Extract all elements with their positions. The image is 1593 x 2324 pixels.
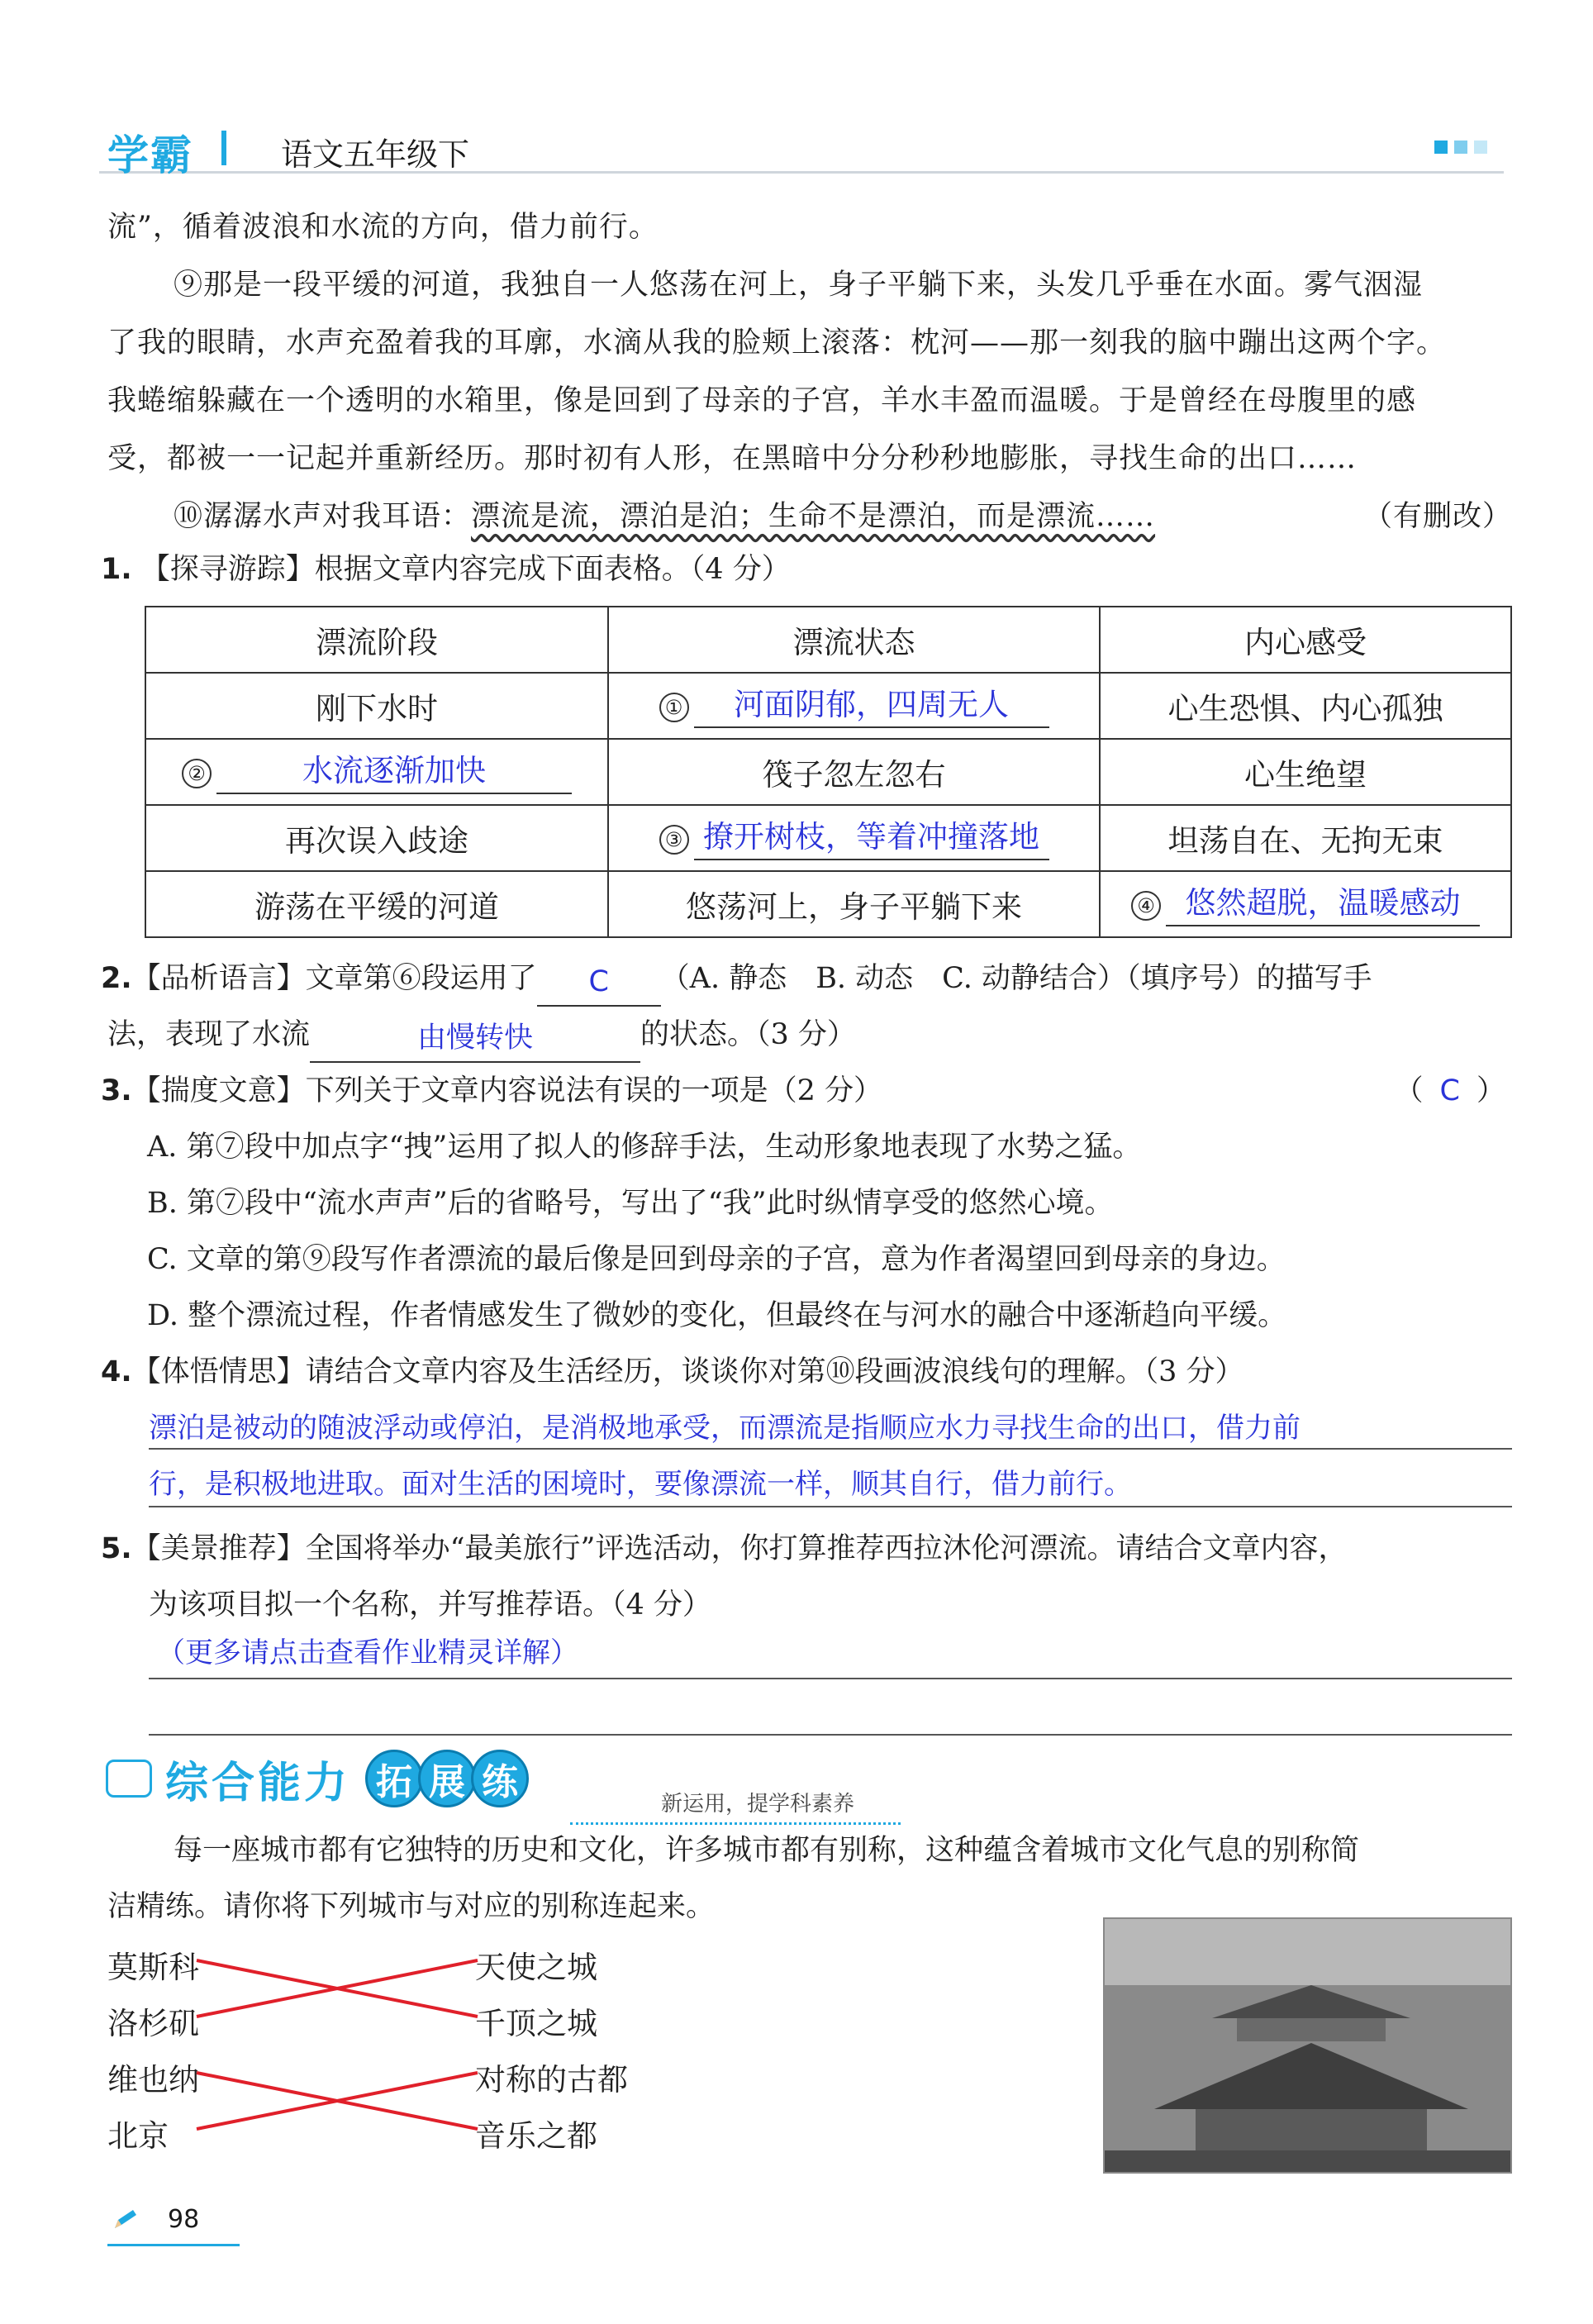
answer-blank[interactable]: 悠然超脱，温暖感动 bbox=[1166, 882, 1480, 926]
circled-number: ③ bbox=[659, 825, 689, 855]
pencil-icon bbox=[112, 2208, 140, 2231]
passage-line: 流”，循着波浪和水流的方向，借力前行。 bbox=[107, 211, 659, 244]
table-cell: 再次误入歧途 bbox=[145, 805, 608, 871]
circled-number: ② bbox=[182, 759, 212, 788]
question-text: 【体悟情思】请结合文章内容及生活经历，谈谈你对第⑩段画波浪线句的理解。（3 分） bbox=[131, 1355, 1244, 1388]
circled-number: ① bbox=[659, 693, 689, 722]
answer-line[interactable]: 漂泊是被动的随波浮动或停泊，是消极地承受，而漂流是指顺应水力寻找生命的出口，借力前 bbox=[149, 1412, 1301, 1445]
section-bubble: 练 bbox=[471, 1750, 529, 1807]
question-text: （A. 静态 B. 动态 C. 动静结合）（填序号）的描写手 bbox=[660, 962, 1372, 995]
question-text: 的状态。（3 分） bbox=[640, 1018, 856, 1051]
answer-blank[interactable]: C bbox=[537, 959, 661, 1007]
question-text: 法，表现了水流 bbox=[107, 1018, 311, 1051]
option-c: C. 文章的第⑨段写作者漂流的最后像是回到母亲的子宫，意为作者渴望回到母亲的身边。 bbox=[147, 1243, 1286, 1276]
city-nickname: 天使之城 bbox=[475, 1950, 597, 1985]
paragraph-10-prefix: ⑩潺潺水声对我耳语： bbox=[174, 500, 472, 533]
question-number: 1. bbox=[101, 553, 132, 586]
question-text: 【品析语言】文章第⑥段运用了 bbox=[131, 962, 537, 995]
table-cell: 悠荡河上，身子平躺下来 bbox=[608, 871, 1100, 937]
forbidden-city-photo bbox=[1103, 1917, 1512, 2174]
city-nickname: 千顶之城 bbox=[475, 2006, 597, 2041]
question-number: 4. bbox=[101, 1355, 132, 1388]
question-number: 5. bbox=[101, 1532, 132, 1565]
table-header: 漂流状态 bbox=[608, 607, 1100, 673]
city-nickname: 对称的古都 bbox=[475, 2062, 628, 2098]
extension-intro: 每一座城市都有它独特的历史和文化，许多城市都有别称，这种蕴含着城市文化气息的别称简 bbox=[174, 1834, 1360, 1867]
source-note: （有删改） bbox=[1362, 500, 1512, 533]
page-number: 98 bbox=[168, 2205, 200, 2234]
page-footer bbox=[112, 2205, 199, 2234]
table-cell: 游荡在平缓的河道 bbox=[145, 871, 608, 937]
table-cell: 心生绝望 bbox=[1100, 739, 1511, 805]
option-a: A. 第⑦段中加点字“拽”运用了拟人的修辞手法，生动形象地表现了水势之猛。 bbox=[147, 1131, 1142, 1164]
city-name: 莫斯科 bbox=[107, 1950, 199, 1985]
answer-choice[interactable]: C bbox=[1439, 1074, 1460, 1107]
table-cell: 刚下水时 bbox=[145, 673, 608, 739]
question-number: 3. bbox=[101, 1074, 132, 1107]
city-name: 维也纳 bbox=[107, 2062, 199, 2098]
answer-bracket: （ C ） bbox=[1394, 1074, 1505, 1107]
section-bubble: 展 bbox=[418, 1750, 476, 1807]
circled-number: ④ bbox=[1131, 891, 1161, 921]
question-5-line-2: 为该项目拟一个名称，并写推荐语。（4 分） bbox=[149, 1588, 711, 1622]
question-number: 2. bbox=[101, 962, 132, 995]
section-title: 综合能力 bbox=[165, 1758, 351, 1808]
answer-blank[interactable]: 河面阴郁，四周无人 bbox=[694, 683, 1049, 728]
table-cell: 筏子忽左忽右 bbox=[608, 739, 1100, 805]
table-cell: 心生恐惧、内心孤独 bbox=[1100, 673, 1511, 739]
table-header: 内心感受 bbox=[1100, 607, 1511, 673]
footer-underline bbox=[107, 2244, 240, 2246]
passage-line: 受，都被一一记起并重新经历。那时初有人形，在黑暗中分分秒秒地膨胀，寻找生命的出口…… bbox=[107, 442, 1358, 475]
answer-line[interactable]: 行，是积极地进取。面对生活的困境时，要像漂流一样，顺其自行，借力前行。 bbox=[149, 1468, 1132, 1501]
more-answers-link[interactable]: （更多请点击查看作业精灵详解） bbox=[157, 1636, 578, 1669]
answer-blank[interactable]: 水流逐渐加快 bbox=[216, 750, 572, 794]
question-text: 【探寻游踪】根据文章内容完成下面表格。（4 分） bbox=[140, 553, 791, 586]
option-b: B. 第⑦段中“流水声声”后的省略号，写出了“我”此时纵情享受的悠然心境。 bbox=[147, 1187, 1114, 1220]
option-d: D. 整个漂流过程，作者情感发生了微妙的变化，但最终在与河水的融合中逐渐趋向平缓。 bbox=[147, 1299, 1287, 1332]
passage-line: 我蜷缩躲藏在一个透明的水箱里，像是回到了母亲的子宫，羊水丰盈而温暖。于是曾经在母腹里的感 bbox=[107, 384, 1417, 417]
city-name: 洛杉矶 bbox=[107, 2006, 199, 2041]
city-name: 北京 bbox=[107, 2118, 169, 2154]
question-text: 【美景推荐】全国将举办“最美旅行”评选活动，你打算推荐西拉沐伦河漂流。请结合文章内容， bbox=[131, 1532, 1348, 1565]
logo: 学霸 bbox=[107, 131, 193, 179]
wavy-underlined-sentence: 漂流是流，漂泊是泊；生命不是漂泊，而是漂流…… bbox=[471, 500, 1156, 533]
passage-line: 了我的眼睛，水声充盈着我的耳廓，水滴从我的脸颊上滚落：枕河——那一刻我的脑中蹦出这两个字。 bbox=[107, 326, 1447, 360]
question-text: 【揣度文意】下列关于文章内容说法有误的一项是（2 分） bbox=[131, 1074, 883, 1107]
city-nickname: 音乐之都 bbox=[475, 2118, 597, 2154]
extension-intro: 洁精练。请你将下列城市与对应的别称连起来。 bbox=[107, 1890, 716, 1923]
section-slogan: 新运用，提学科素养 bbox=[570, 1787, 901, 1825]
table-cell: 坦荡自在、无拘无束 bbox=[1100, 805, 1511, 871]
passage-line: ⑨那是一段平缓的河道，我独自一人悠荡在河上，身子平躺下来，头发几乎垂在水面。雾气洇湿 bbox=[174, 269, 1424, 302]
book-title: 语文五年级下 bbox=[281, 136, 470, 173]
answer-blank[interactable]: 由慢转快 bbox=[310, 1015, 640, 1063]
section-bubble: 拓 bbox=[365, 1750, 423, 1807]
answer-blank[interactable]: 撩开树枝，等着冲撞落地 bbox=[694, 816, 1049, 860]
table-header: 漂流阶段 bbox=[145, 607, 608, 673]
